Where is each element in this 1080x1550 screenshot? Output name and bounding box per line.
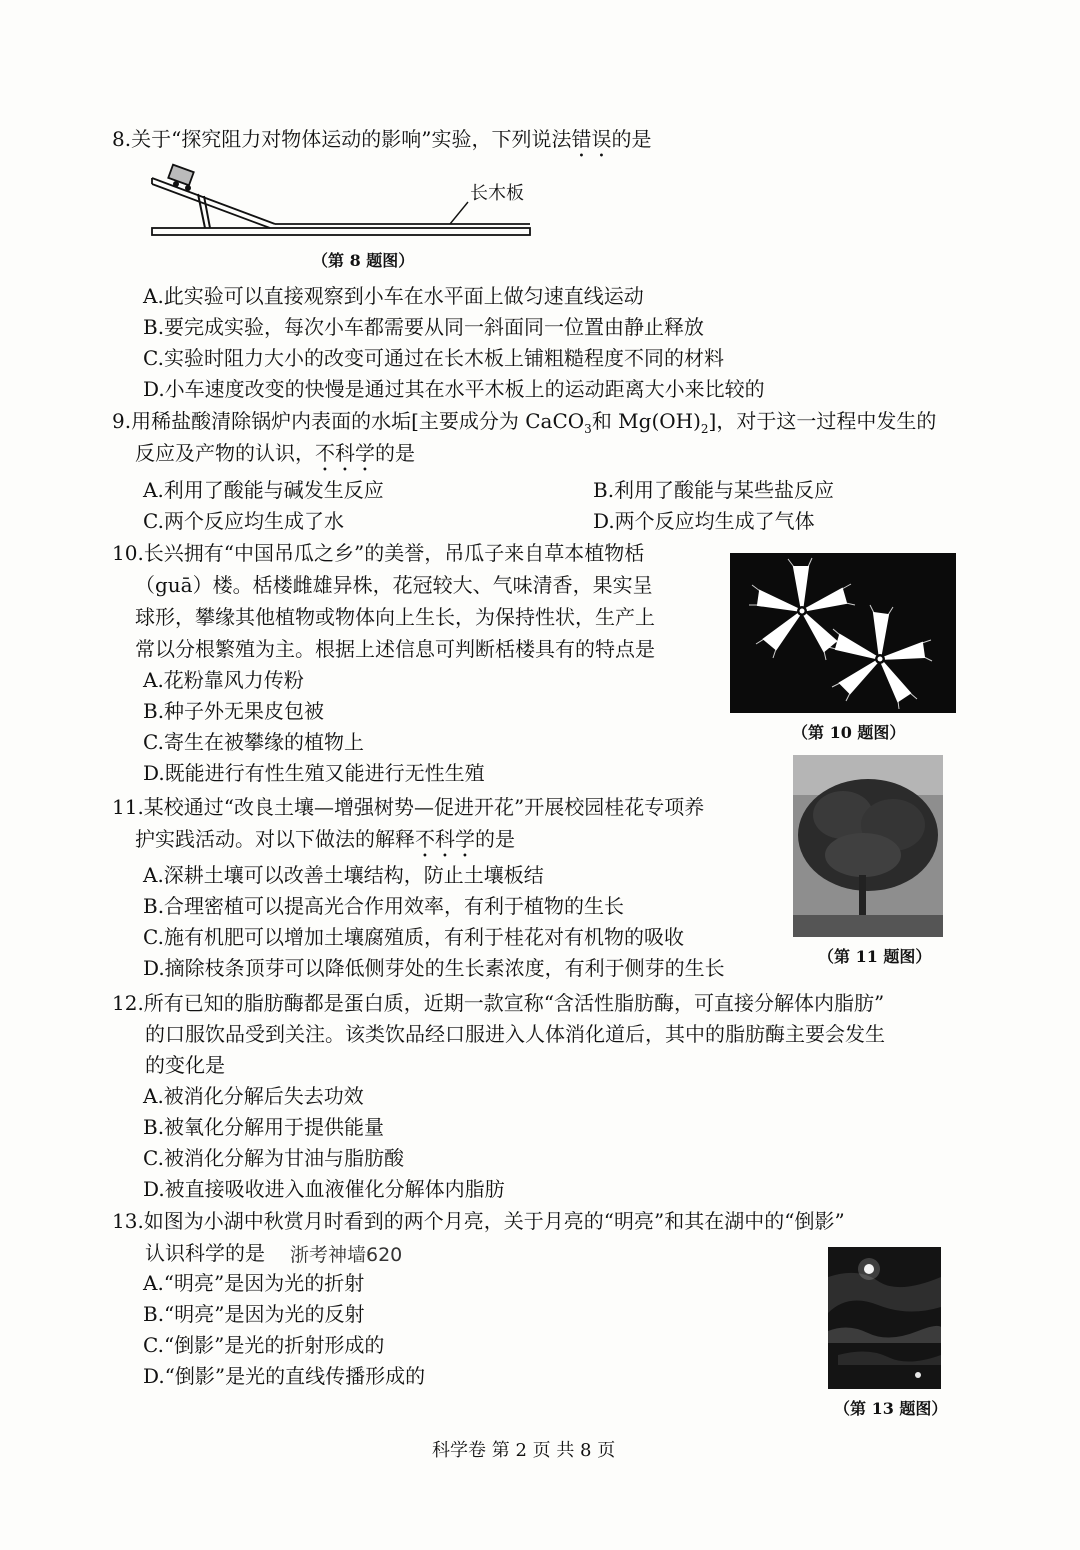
q9-option-c: C.两个反应均生成了水 xyxy=(143,509,344,533)
q10-stem-line4: 常以分根繁殖为主。根据上述信息可判断栝楼具有的特点是 xyxy=(135,637,655,661)
watermark-text: 浙考神墙620 xyxy=(290,1244,403,1266)
q11-stem-line2: 护实践活动。对以下做法的解释不科学的是 xyxy=(135,827,515,851)
q10-option-a: A.花粉靠风力传粉 xyxy=(143,668,304,692)
q10-figure-caption: （第 10 题图） xyxy=(792,723,906,742)
q10-stem-line3: 球形，攀缘其他植物或物体向上生长，为保持性状，生产上 xyxy=(135,605,655,629)
q10-option-c: C.寄生在被攀缘的植物上 xyxy=(143,730,364,754)
q13-stem-line1: 13.如图为小湖中秋赏月时看到的两个月亮，关于月亮的“明亮”和其在湖中的“倒影” xyxy=(112,1209,845,1233)
q11-figure-caption: （第 11 题图） xyxy=(818,947,932,966)
q11-option-c: C.施有机肥可以增加土壤腐殖质，有利于桂花对有机物的吸收 xyxy=(143,925,684,949)
q12-option-b: B.被氧化分解用于提供能量 xyxy=(143,1115,385,1139)
q8-option-a: A.此实验可以直接观察到小车在水平面上做匀速直线运动 xyxy=(143,284,644,308)
q12-option-a: A.被消化分解后失去功效 xyxy=(143,1084,364,1108)
q10-stem-line1: 10.长兴拥有“中国吊瓜之乡”的美誉，吊瓜子来自草本植物栝 xyxy=(112,541,645,565)
q9-option-d: D.两个反应均生成了气体 xyxy=(593,509,815,533)
q9-stem-line2: 反应及产物的认识，不科学的是 xyxy=(135,441,415,465)
q13-figure-moon-lake-photo xyxy=(828,1247,941,1389)
q13-option-c: C.“倒影”是光的折射形成的 xyxy=(143,1333,385,1357)
q10-option-b: B.种子外无果皮包被 xyxy=(143,699,325,723)
q11-stem-line1: 11.某校通过“改良土壤—增强树势—促进开花”开展校园桂花专项养 xyxy=(112,795,705,819)
q12-stem-line3: 的变化是 xyxy=(145,1053,225,1077)
q8-figure-label: 长木板 xyxy=(470,183,524,204)
q12-stem-line1: 12.所有已知的脂肪酶都是蛋白质，近期一款宣称“含活性脂肪酶，可直接分解体内脂肪” xyxy=(112,991,885,1015)
q8-option-c: C.实验时阻力大小的改变可通过在长木板上铺粗糙程度不同的材料 xyxy=(143,346,724,370)
q9-option-b: B.利用了酸能与某些盐反应 xyxy=(593,478,835,502)
q13-option-d: D.“倒影”是光的直线传播形成的 xyxy=(143,1364,426,1388)
q13-option-a: A.“明亮”是因为光的折射 xyxy=(143,1271,365,1295)
q9-option-a: A.利用了酸能与碱发生反应 xyxy=(143,478,384,502)
q13-option-b: B.“明亮”是因为光的反射 xyxy=(143,1302,365,1326)
q10-figure-flower-photo xyxy=(730,553,956,713)
q12-option-c: C.被消化分解为甘油与脂肪酸 xyxy=(143,1146,404,1170)
q10-stem-line2: （guā）楼。栝楼雌雄异株，花冠较大、气味清香，果实呈 xyxy=(135,573,653,597)
page-footer: 科学卷 第 2 页 共 8 页 xyxy=(432,1440,616,1461)
q13-figure-caption: （第 13 题图） xyxy=(834,1399,948,1418)
q8-stem: 8.关于“探究阻力对物体运动的影响”实验，下列说法错误的是 xyxy=(112,127,652,151)
q11-option-a: A.深耕土壤可以改善土壤结构，防止土壤板结 xyxy=(143,863,544,887)
q8-option-d: D.小车速度改变的快慢是通过其在水平木板上的运动距离大小来比较的 xyxy=(143,377,765,401)
q9-stem-line1: 9.用稀盐酸清除锅炉内表面的水垢[主要成分为 CaCO$_3$和 $Mg(OH)_2$]，对于这一过程中发生的 xyxy=(112,409,937,436)
moon-reflection-icon xyxy=(915,1372,921,1378)
q11-option-d: D.摘除枝条顶芽可以降低侧芽处的生长素浓度，有利于侧芽的生长 xyxy=(143,956,725,980)
q12-stem-line2: 的口服饮品受到关注。该类饮品经口服进入人体消化道后，其中的脂肪酶主要会发生 xyxy=(145,1022,885,1046)
cart-icon xyxy=(168,165,193,191)
q8-figure-caption: （第 8 题图） xyxy=(312,251,415,270)
q10-option-d: D.既能进行有性生殖又能进行无性生殖 xyxy=(143,761,485,785)
q8-option-b: B.要完成实验，每次小车都需要从同一斜面同一位置由静止释放 xyxy=(143,315,705,339)
q12-option-d: D.被直接吸收进入血液催化分解体内脂肪 xyxy=(143,1177,505,1201)
q11-option-b: B.合理密植可以提高光合作用效率，有利于植物的生长 xyxy=(143,894,625,918)
q13-stem-line2: 认识科学的是 xyxy=(145,1241,265,1265)
q11-figure-tree-photo xyxy=(793,755,943,937)
